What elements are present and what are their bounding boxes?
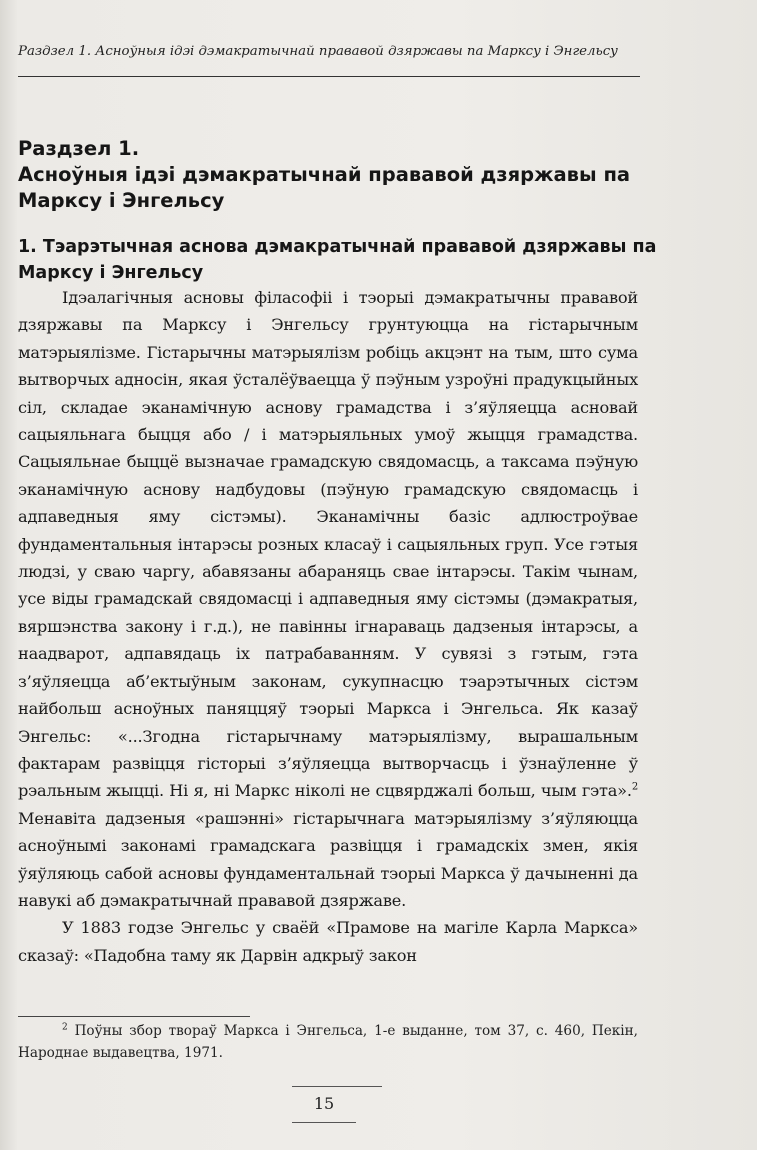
- paragraph-2: У 1883 годзе Энгельс у сваёй «Прамове на магіле Карла Маркса» сказаў: «Падобна таму як Дарвін адкрыў закон: [18, 918, 638, 965]
- body-text: [18, 284, 638, 969]
- page-number-rule-top: [292, 1086, 382, 1087]
- footnote-rule: [18, 1016, 250, 1017]
- footnote-marker: 2: [62, 1022, 68, 1033]
- page-number-rule-bottom: [292, 1122, 356, 1123]
- footnote: [18, 1020, 638, 1064]
- running-head-rule: [18, 76, 640, 77]
- chapter-title: Асноўныя ідэі дэмакратычнай прававой дзяржавы па Марксу і Энгельсу: [18, 163, 631, 212]
- footnote-text: Поўны збор твораў Маркса і Энгельса, 1-е выданне, том 37, с. 460, Пекін, Народнае выдавецтва, 1971.: [18, 1023, 638, 1061]
- section-heading: 1. Тэарэтычная аснова дэмакратычнай прававой дзяржавы па Марксу і Энгельсу: [18, 237, 657, 283]
- chapter-label: Раздзел 1.: [18, 137, 140, 160]
- page-number: 15: [313, 1094, 335, 1113]
- paragraph-1: [18, 284, 638, 914]
- paragraph-1-tail: Менавіта дадзеныя «рашэнні» гістарычнага матэрыялізму з’яўляюцца асноўнымі законамі грамадскага развіцця і грамадскіх змен, якія ўяўляюць сабой асновы фундаментальнай тэорыі Маркса ў дачыненні да навукі аб дэмакратычнай прававой дзяржаве.: [18, 808, 638, 910]
- footnote-reference: 2: [631, 781, 638, 793]
- running-head: Раздзел 1. Асноўныя ідэі дэмакратычнай прававой дзяржавы па Марксу і Энгельсу: [18, 44, 618, 59]
- paragraph-1-text: Ідэалагічныя асновы філасофіі і тэорыі дэмакратычны прававой дзяржавы па Марксу і Энгельсу грунтуюцца на гістарычным матэрыялізме. Гістарычны матэрыялізм робіць акцэнт на тым, што сума вытворчых адносін, якая ўсталёўваецца ў пэўным узроўні прадукцыйных сіл, складае эканамічную аснову грамадства і з’яўляецца асновай сацыяльнага быцця або / і матэрыяльных умоў жыцця грамадства. Сацыяльнае быццё вызначае грамадскую свядомасць, а таксама пэўную эканамічную аснову надбудовы (пэўную грамадскую свядомасць і адпаведныя яму сістэмы). Эканамічны базіс адлюстроўвае фундаментальныя інтарэсы розных класаў і сацыяльных груп. Усе гэтыя людзі, у сваю чаргу, абавязаны абараняць свае інтарэсы. Такім чынам, усе віды грамадскай свядомасці і адпаведныя яму сістэмы (дэмакратыя, вяршэнства закону і г.д.), не павінны ігнараваць дадзеныя інтарэсы, а наадварот, адпавядаць іх патрабаванням. У сувязі з гэтым, гэта з’яўляецца аб’ектыўным законам, сукупнасцю тэарэтычных сістэм найбольш асноўных паняццяў тэорыі Маркса і Энгельса. Як казаў Энгельс: «...Згодна гістарычнаму матэрыялізму, вырашальным фактарам развіцця гісторыі з’яўляецца вытворчасць і ўзнаўленне ў рэальным жыцці. Ні я, ні Маркс ніколі не сцвярджалі больш, чым гэта».: [18, 288, 638, 801]
- chapter-heading: [18, 136, 658, 214]
